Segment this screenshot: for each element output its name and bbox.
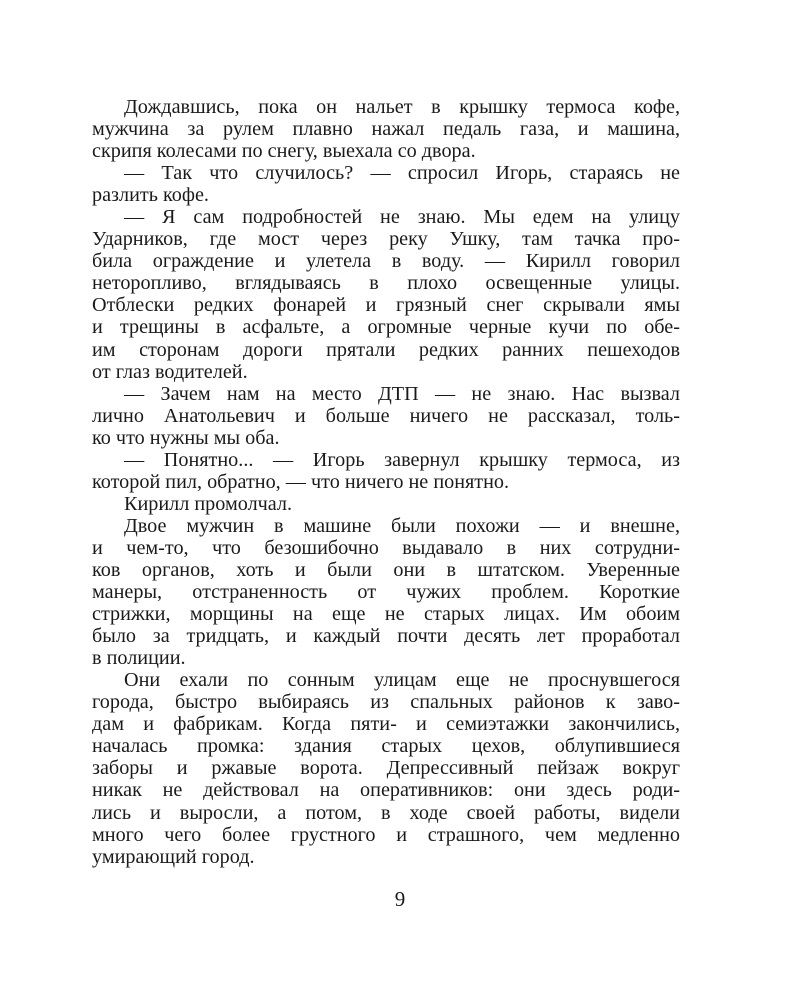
text-line: — Зачем нам на место ДТП — не знаю. Нас вызвал <box>124 382 680 405</box>
text-line: ко что нужны мы оба. <box>92 426 280 449</box>
text-line: лично Анатольевич и больше ничего не рассказал, толь- <box>92 404 680 427</box>
book-page-text <box>92 96 680 868</box>
text-line: началась промка: здания старых цехов, облупившиеся <box>92 735 680 758</box>
text-line: города, быстро выбираясь из спальных районов к заво- <box>92 691 680 714</box>
text-line: много чего более грустного и страшного, чем медленно <box>92 823 680 846</box>
text-line: — Я сам подробностей не знаю. Мы едем на улицу <box>124 206 680 229</box>
text-line: которой пил, обратно, — что ничего не понятно. <box>92 470 510 493</box>
text-line: им сторонам дороги прятали редких ранних пешеходов <box>92 338 680 361</box>
text-line: никак не действовал на оперативников: они здесь роди- <box>92 779 680 802</box>
text-line: было за тридцать, и каждый почти десять лет проработал <box>92 625 680 648</box>
text-line: от глаз водителей. <box>92 360 248 383</box>
text-line: ков органов, хоть и были они в штатском. Уверенные <box>92 558 680 581</box>
text-line: дам и фабрикам. Когда пяти- и семиэтажки закончились, <box>92 713 680 736</box>
text-line: и трещины в асфальте, а огромные черные кучи по обе- <box>92 316 680 339</box>
text-line: — Так что случилось? — спросил Игорь, стараясь не <box>124 162 680 185</box>
text-line: — Понятно... — Игорь завернул крышку термоса, из <box>124 448 680 471</box>
text-line: Они ехали по сонным улицам еще не проснувшегося <box>124 669 680 692</box>
text-line: била ограждение и улетела в воду. — Кирилл говорил <box>92 250 680 273</box>
text-line: Дождавшись, пока он нальет в крышку термоса кофе, <box>124 96 680 118</box>
text-line: манеры, отстраненность от чужих проблем. Короткие <box>92 581 680 604</box>
text-line: в полиции. <box>92 647 186 670</box>
text-line: стрижки, морщины на еще не старых лицах. Им обоим <box>92 603 680 626</box>
text-line: Отблески редких фонарей и грязный снег скрывали ямы <box>92 294 680 317</box>
text-line: скрипя колесами по снегу, выехала со двора. <box>92 140 476 163</box>
page-number: 9 <box>394 887 406 911</box>
text-line: умирающий город. <box>92 845 255 868</box>
text-line: разлить кофе. <box>92 184 209 207</box>
text-line: заборы и ржавые ворота. Депрессивный пейзаж вокруг <box>92 757 680 780</box>
text-line: и чем-то, что безошибочно выдавало в них сотрудни- <box>92 536 680 559</box>
text-line: мужчина за рулем плавно нажал педаль газа, и машина, <box>92 118 680 141</box>
text-line: Ударников, где мост через реку Ушку, там тачка про- <box>92 228 680 251</box>
text-line: неторопливо, вглядываясь в плохо освещенные улицы. <box>92 272 680 295</box>
text-line: лись и выросли, а потом, в ходе своей работы, видели <box>92 801 680 824</box>
text-line: Кирилл промолчал. <box>124 492 293 515</box>
text-line: Двое мужчин в машине были похожи — и внешне, <box>124 514 680 537</box>
